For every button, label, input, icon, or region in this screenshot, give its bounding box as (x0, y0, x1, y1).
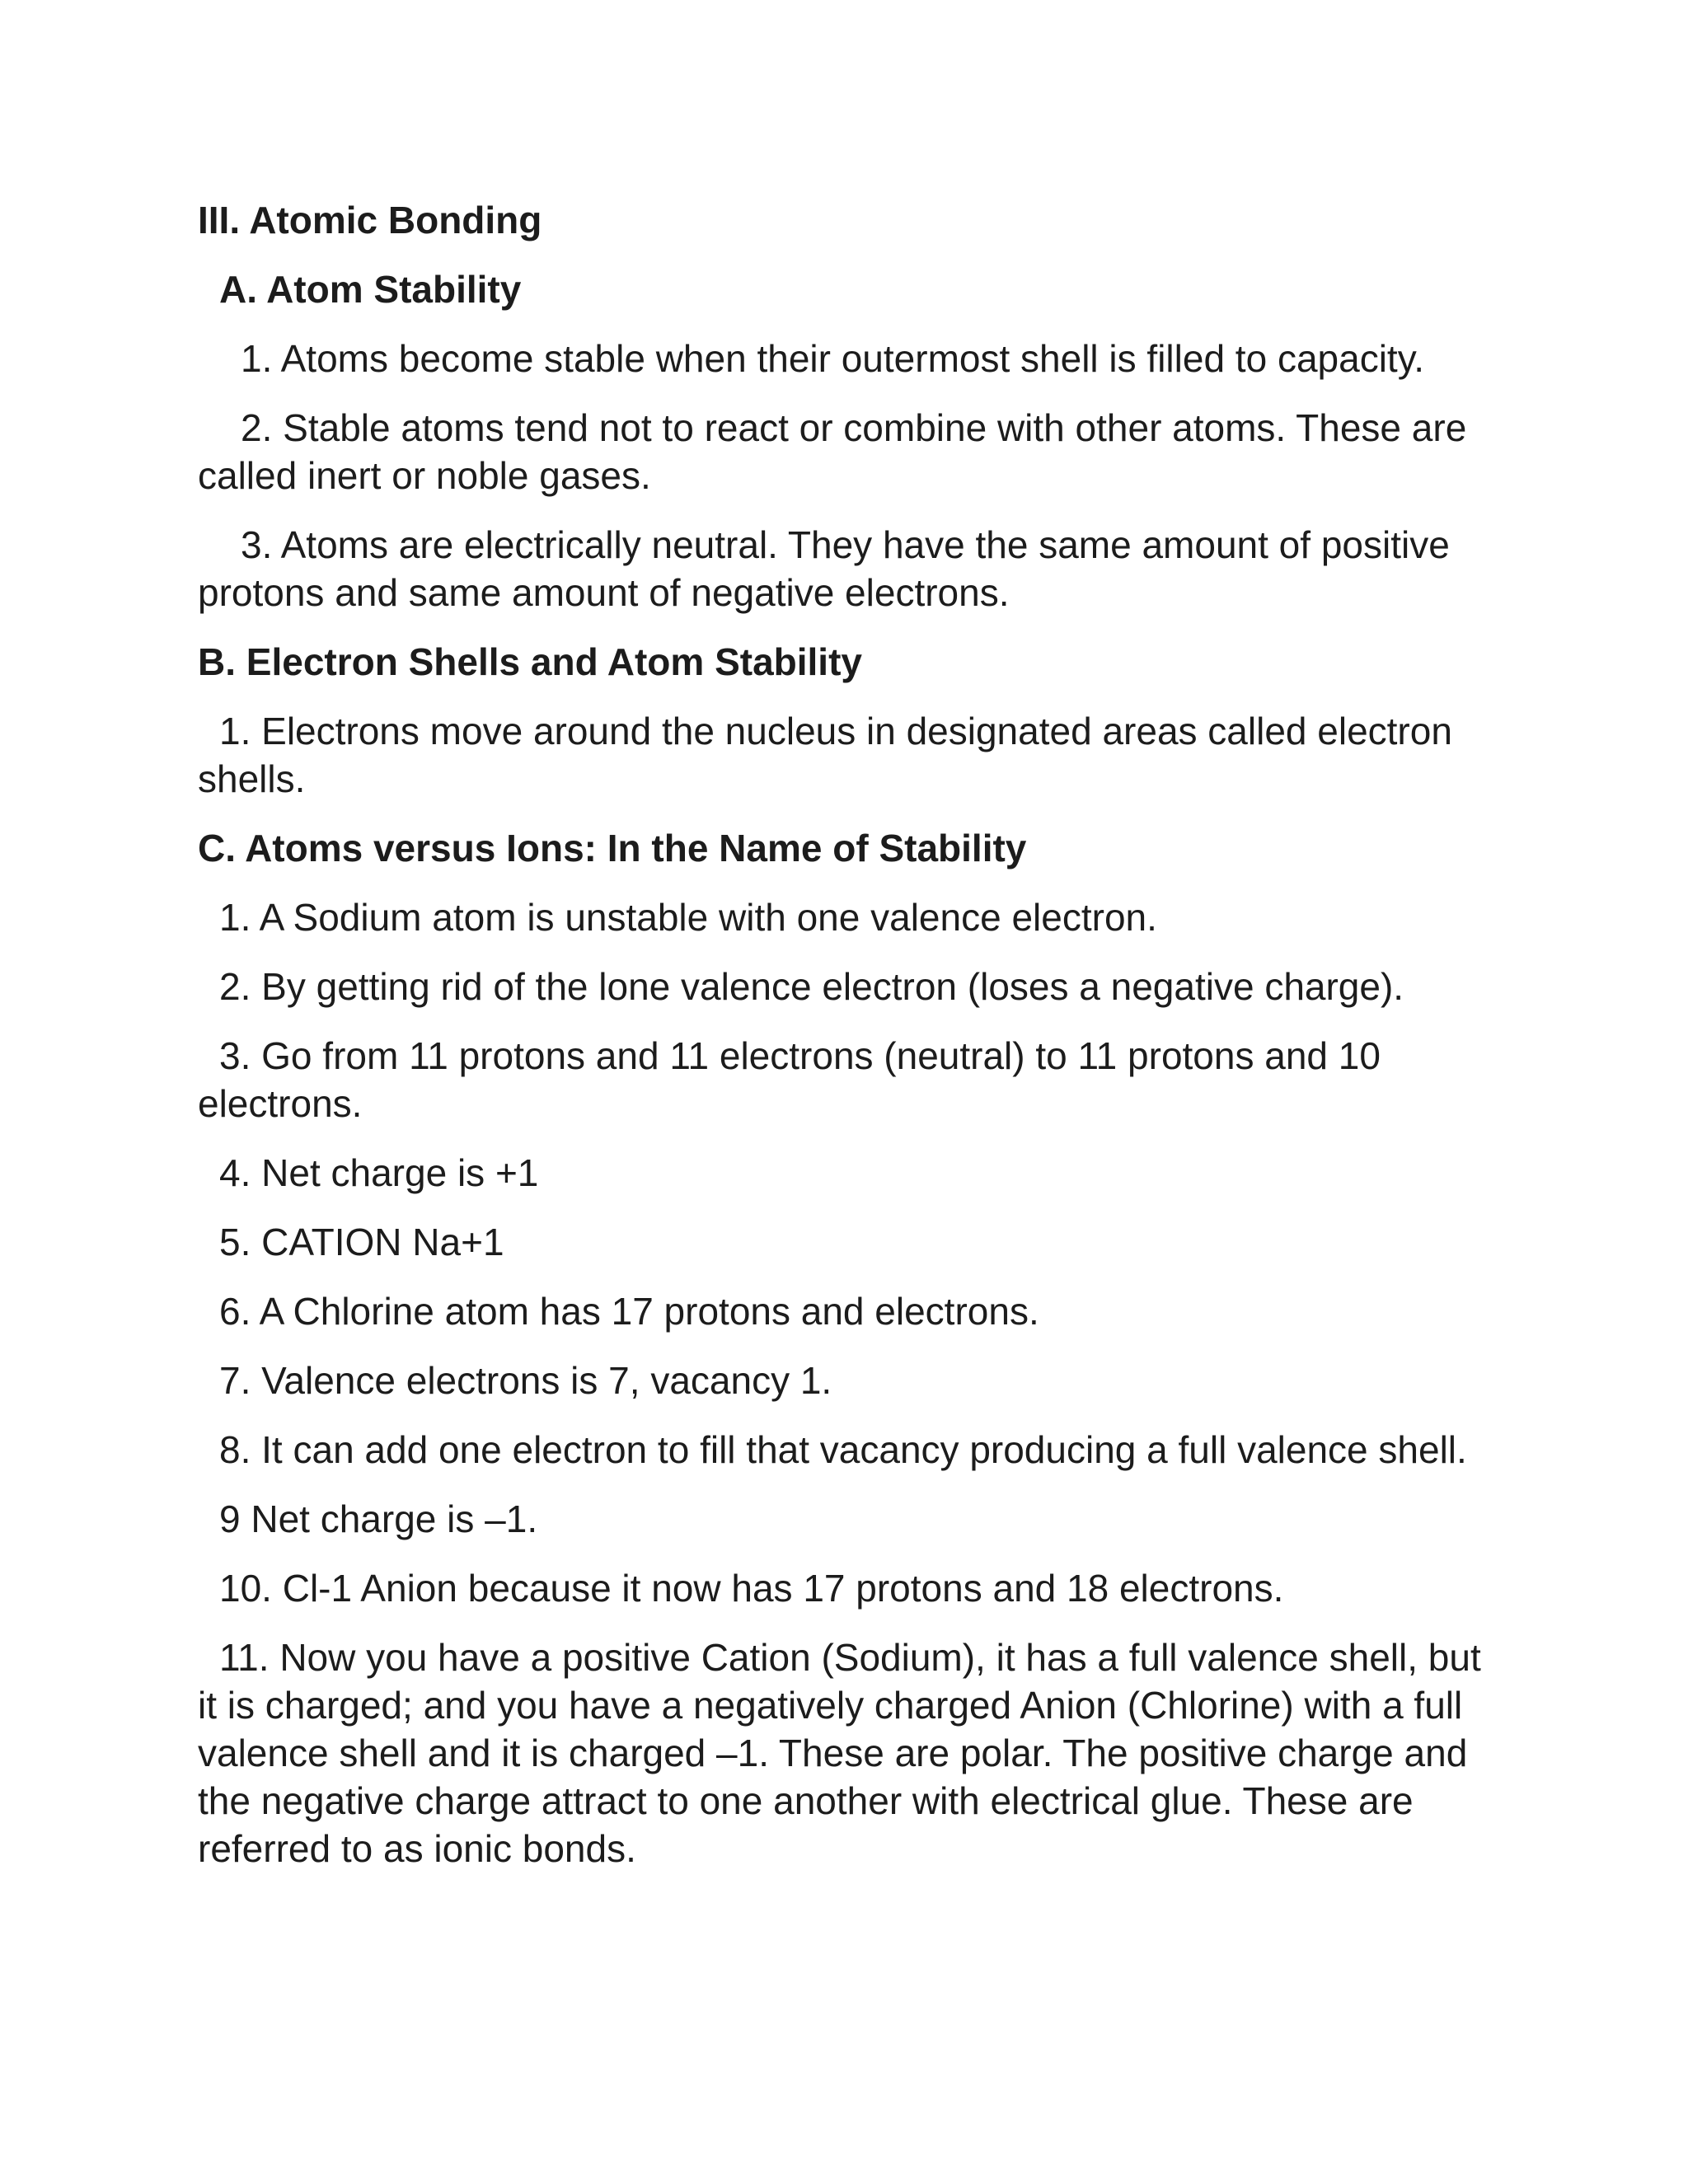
list-item: 9 Net charge is –1. (219, 1497, 538, 1540)
document-page (198, 196, 1484, 1894)
heading-electron-shells: B. Electron Shells and Atom Stability (198, 640, 862, 683)
list-item: 3. Go from 11 protons and 11 electrons (neutral) to 11 protons and 10 electrons. (198, 1034, 1381, 1125)
heading-atoms-versus-ions: C. Atoms versus Ions: In the Name of Stability (198, 827, 1027, 869)
list-item: 2. By getting rid of the lone valence electron (loses a negative charge). (219, 965, 1404, 1008)
list-item: 8. It can add one electron to fill that vacancy producing a full valence shell. (219, 1428, 1467, 1471)
list-item: 3. Atoms are electrically neutral. They have the same amount of positive protons and same amount of negative electrons. (198, 523, 1450, 614)
list-item: 1. A Sodium atom is unstable with one valence electron. (219, 896, 1157, 939)
heading-atom-stability: A. Atom Stability (219, 268, 522, 311)
list-item: 2. Stable atoms tend not to react or combine with other atoms. These are called inert or noble gases. (198, 406, 1467, 497)
list-item: 11. Now you have a positive Cation (Sodium), it has a full valence shell, but it is charged; and you have a negatively charged Anion (Chlorine) with a full valence shell and it is charged –1. These are polar. The positive charge and the negative charge attract to one another with electrical glue. These are referred to as ionic bonds. (198, 1636, 1481, 1870)
list-item: 6. A Chlorine atom has 17 protons and electrons. (219, 1290, 1039, 1333)
list-item: 5. CATION Na+1 (219, 1221, 504, 1263)
list-item: 1. Atoms become stable when their outermost shell is filled to capacity. (241, 337, 1425, 380)
list-item: 7. Valence electrons is 7, vacancy 1. (219, 1359, 832, 1402)
section-title: III. Atomic Bonding (198, 199, 542, 241)
list-item: 4. Net charge is +1 (219, 1151, 539, 1194)
list-item: 10. Cl-1 Anion because it now has 17 protons and 18 electrons. (219, 1567, 1284, 1610)
list-item: 1. Electrons move around the nucleus in designated areas called electron shells. (198, 710, 1452, 800)
